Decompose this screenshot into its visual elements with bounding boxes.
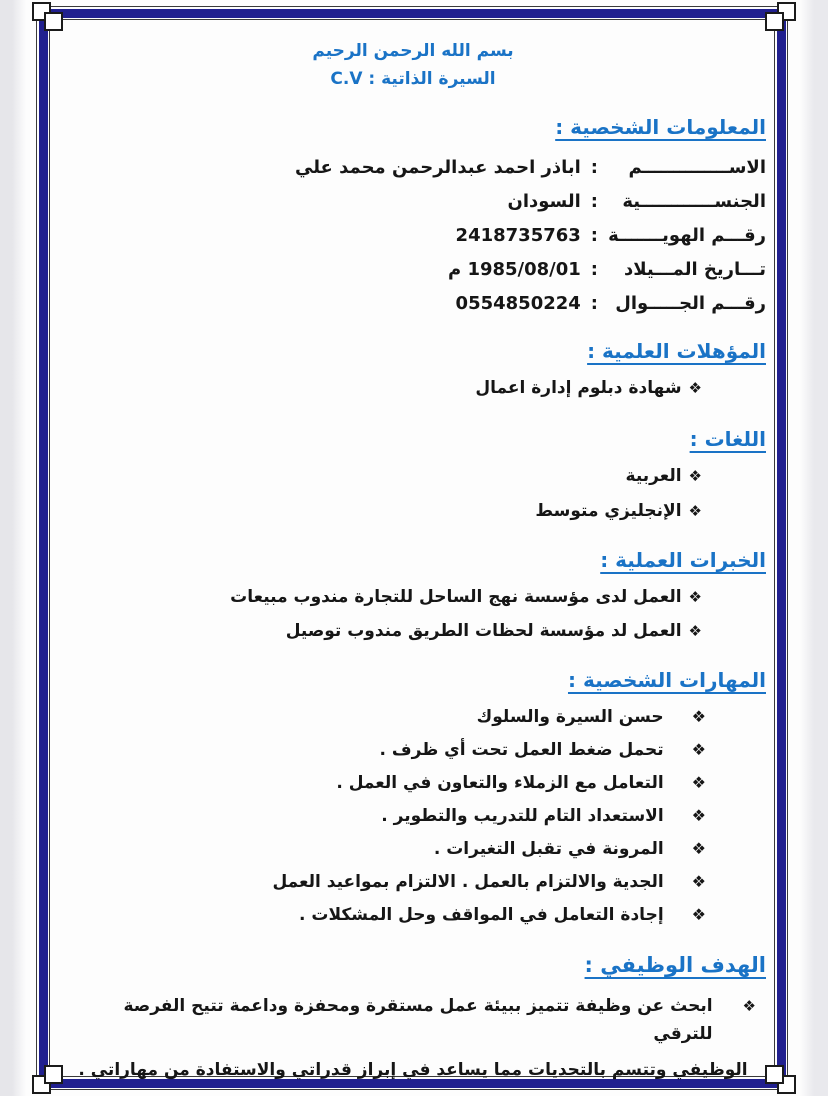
section-title-personal-info: المعلومات الشخصية :: [555, 114, 766, 139]
diamond-bullet-icon: ❖: [691, 739, 706, 759]
languages-list: [60, 463, 766, 524]
section-title-experience: الخبرات العملية :: [600, 547, 766, 572]
info-value: 1985/08/01 م: [447, 258, 581, 280]
list-item-text: التعامل مع الزملاء والتعاون في العمل .: [336, 772, 664, 793]
list-item: [60, 584, 766, 610]
list-item: [60, 865, 766, 898]
diamond-bullet-icon: ❖: [688, 501, 702, 520]
experience-list: [60, 584, 766, 644]
cv-content: [60, 0, 766, 1084]
diamond-bullet-icon: ❖: [691, 772, 706, 792]
skills-list: [60, 700, 766, 931]
objective-text-1: ابحث عن وظيفة تتميز ببيئة عمل مستقرة ومحفزة وداعمة تتيح الفرصة للترقي: [123, 996, 713, 1045]
list-item: [60, 618, 766, 644]
list-item: [60, 832, 766, 865]
list-item: [60, 498, 766, 524]
info-value: السودان: [507, 190, 581, 212]
diamond-bullet-icon: ❖: [742, 997, 756, 1016]
list-item-text: الاستعداد التام للتدريب والتطوير .: [381, 805, 664, 826]
section-title-languages: اللغات :: [689, 426, 766, 451]
list-item-text: العربية: [625, 465, 682, 486]
info-label: رقـــم الهويـــــــة: [608, 224, 766, 246]
info-colon: :: [590, 292, 598, 314]
info-label: تـــاريخ المـــيلاد: [623, 258, 766, 280]
qualifications-list: [60, 375, 766, 401]
list-item-text: العمل لدى مؤسسة نهج الساحل للتجارة مندوب مبيعات: [230, 586, 682, 607]
info-row-birth-date: [60, 253, 766, 287]
list-item-text: حسن السيرة والسلوك: [476, 706, 664, 727]
section-title-skills: المهارات الشخصية :: [567, 667, 766, 692]
info-value: 0554850224: [455, 292, 581, 314]
list-item-text: المرونة في تقبل التغيرات .: [433, 838, 664, 859]
diamond-bullet-icon: ❖: [691, 838, 706, 858]
personal-info-rows: [60, 151, 766, 321]
corner-ornament-icon: [765, 1065, 784, 1084]
objective-line-1: [60, 992, 766, 1048]
info-value: اباذر احمد عبدالرحمن محمد علي: [294, 156, 581, 178]
diamond-bullet-icon: ❖: [688, 621, 702, 640]
info-colon: :: [590, 156, 598, 178]
info-label: الاســــــــــــــم: [628, 156, 766, 178]
section-title-objective: الهدف الوظيفي :: [584, 952, 766, 977]
corner-ornament-icon: [765, 12, 784, 31]
info-row-nationality: [60, 185, 766, 219]
diamond-bullet-icon: ❖: [688, 587, 702, 606]
list-item: [60, 766, 766, 799]
list-item: [60, 733, 766, 766]
list-item: [60, 375, 766, 401]
list-item: [60, 898, 766, 931]
list-item-text: تحمل ضغط العمل تحت أي ظرف .: [379, 739, 664, 760]
info-row-name: [60, 151, 766, 185]
diamond-bullet-icon: ❖: [688, 466, 702, 485]
list-item: [60, 700, 766, 733]
info-colon: :: [590, 190, 598, 212]
list-item-text: الجدية والالتزام بالعمل . الالتزام بمواعيد العمل: [272, 871, 664, 892]
diamond-bullet-icon: ❖: [691, 805, 706, 825]
info-row-id-number: [60, 219, 766, 253]
info-value: 2418735763: [455, 224, 581, 246]
cv-title: السيرة الذاتية : C.V: [330, 68, 496, 89]
info-colon: :: [590, 258, 598, 280]
info-row-mobile-number: [60, 287, 766, 321]
info-colon: :: [590, 224, 598, 246]
list-item: [60, 799, 766, 832]
info-label: الجنســــــــــــية: [622, 190, 766, 212]
bismillah-line: بسم الله الرحمن الرحيم: [312, 41, 514, 61]
diamond-bullet-icon: ❖: [691, 706, 706, 726]
diamond-bullet-icon: ❖: [691, 904, 706, 924]
objective-line-2: الوظيفي وتتسم بالتحديات مما يساعد في إبراز قدراتي والاستفادة من مهاراتي .: [78, 1060, 748, 1081]
section-title-qualifications: المؤهلات العلمية :: [587, 338, 766, 363]
list-item-text: شهادة دبلوم إدارة اعمال: [475, 377, 682, 398]
list-item-text: إجادة التعامل في المواقف وحل المشكلات .: [299, 904, 664, 925]
list-item-text: العمل لد مؤسسة لحظات الطريق مندوب توصيل: [285, 620, 682, 641]
list-item: [60, 463, 766, 489]
diamond-bullet-icon: ❖: [691, 871, 706, 891]
info-label: رقـــم الجـــــوال: [615, 292, 766, 314]
list-item-text: الإنجليزي متوسط: [535, 500, 682, 521]
diamond-bullet-icon: ❖: [688, 378, 702, 397]
